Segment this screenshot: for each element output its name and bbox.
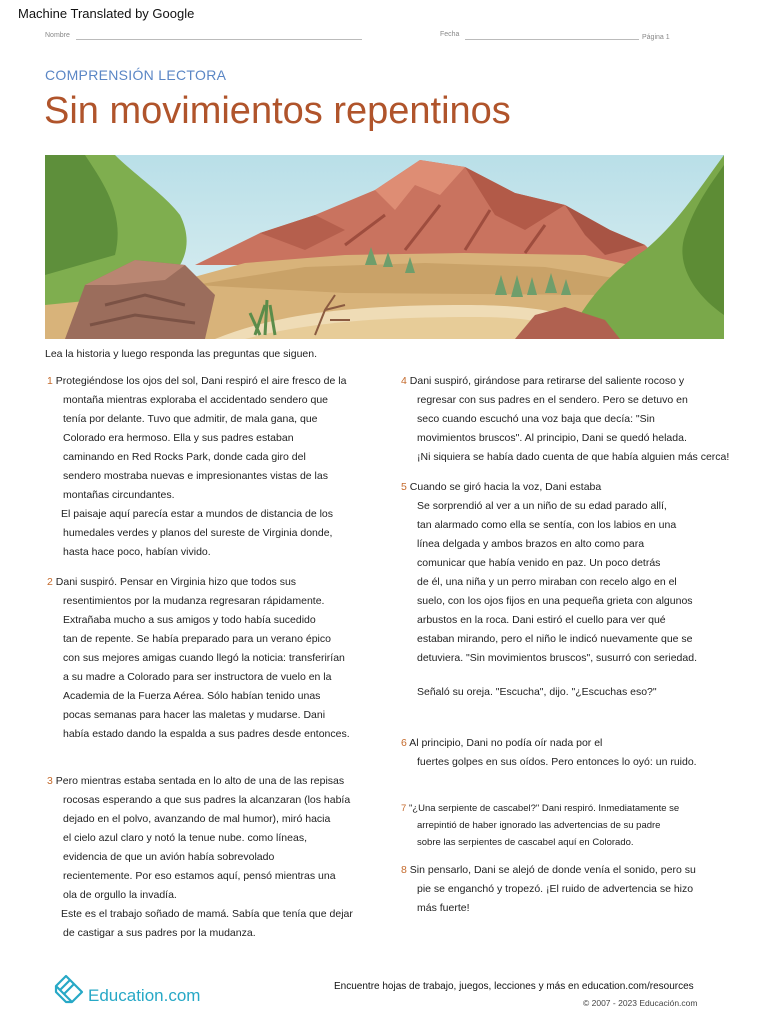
paragraph-line: estaban mirando, pero el niño le indicó nuevamente que se [417,633,693,645]
paragraph-line: movimientos bruscos". Al principio, Dani se quedó helada. [417,432,687,444]
paragraph-line: caminando en Red Rocks Park, donde cada giro del [63,451,306,463]
paragraph-line: el cielo azul claro y notó la tenue nube. como líneas, [63,832,307,844]
machine-translated-banner: Machine Translated by Google [18,6,195,21]
paragraph-line: Pero mientras estaba sentada en lo alto de una de las repisas [55,775,345,787]
paragraph-line: hasta hace poco, habían vivido. [63,546,211,558]
paragraph-line: comunicar que había venido en paz. Un poco detrás [417,557,661,569]
paragraph-number: 1 [47,375,53,387]
paragraph-7 [401,800,751,851]
date-label: Fecha [440,31,460,38]
paragraph-3 [47,772,377,943]
paragraph-line: regresar con sus padres en el sendero. Pero se detuvo en [417,394,688,406]
paragraph-line: evidencia de que un avión había sobrevolado [63,851,275,863]
paragraph-number: 5 [401,481,407,493]
paragraph-line: tan alarmado como ella se sentía, con los labios en una [417,519,677,531]
paragraph-line: rocosas esperando a que sus padres la alcanzaran (los había [63,794,351,806]
paragraph-line: tan de repente. Se había preparado para un verano épico [63,633,331,645]
paragraph-line: resentimientos por la mudanza regresaran rápidamente. [63,595,325,607]
section-kicker: COMPRENSIÓN LECTORA [45,67,227,83]
paragraph-line: dejado en el polvo, avanzando de mal humor), miró hacia [63,813,331,825]
paragraph-line: había estado dando la espalda a sus padres desde entonces. [63,728,350,740]
paragraph-line: Academia de la Fuerza Aérea. Sólo habían tenido unas [63,690,321,702]
paragraph-1 [47,372,377,562]
paragraph-line: "¿Una serpiente de cascabel?" Dani respiró. Inmediatamente se [408,803,680,814]
paragraph-line: recientemente. Por eso estamos aquí, pensó mientras una [63,870,336,882]
instructions: Lea la historia y luego responda las preguntas que siguen. [45,348,318,360]
paragraph-line: línea delgada y ambos brazos en alto como para [417,538,645,550]
brand-name: Education.com [88,986,201,1005]
paragraph-line: montañas circundantes. [63,489,175,501]
paragraph-line: ola de orgullo la invadía. [63,889,177,901]
mountain-landscape-illustration [45,155,724,339]
paragraph-line: Se sorprendió al ver a un niño de su edad parado allí, [417,500,667,512]
paragraph-line: de castigar a sus padres por la mudanza. [63,927,256,939]
paragraph-number: 8 [401,864,407,876]
right-column [401,372,751,918]
paragraph-line: Protegiéndose los ojos del sol, Dani respiró el aire fresco de la [55,375,347,387]
paragraph-line: Al principio, Dani no podía oír nada por el [409,737,603,749]
paragraph-line: suelo, con los ojos fijos en una pequeña grieta con algunos [417,595,693,607]
paragraph-line: sendero mostraba nuevas e impresionantes vistas de las [63,470,328,482]
paragraph-line: Dani suspiró. Pensar en Virginia hizo que todos sus [55,576,297,588]
name-label: Nombre [45,32,70,39]
paragraph-line: pocas semanas para hacer las maletas y mudarse. Dani [63,709,326,721]
paragraph-line: montaña mientras exploraba el accidentado sendero que [63,394,329,406]
paragraph-line: humedales verdes y planos del sureste de Virginia donde, [63,527,333,539]
page-title: Sin movimientos repentinos [44,90,511,132]
paragraph-line: Cuando se giró hacia la voz, Dani estaba [409,481,602,493]
paragraph-number: 3 [47,775,53,787]
education-logo-icon [52,972,86,1006]
paragraph-6 [401,734,751,772]
paragraph-4 [401,372,751,467]
paragraph-line: fuertes golpes en sus oídos. Pero entonces lo oyó: un ruido. [417,756,697,768]
paragraph-line: arbustos en la roca. Dani estiró el cuello para ver qué [417,614,666,626]
paragraph-line: El paisaje aquí parecía estar a mundos de distancia de los [61,508,334,520]
paragraph-line: de él, una niña y un perro miraban con recelo algo en el [417,576,677,588]
paragraph-number: 4 [401,375,407,387]
paragraph-line: pie se enganchó y tropezó. ¡El ruido de advertencia se hizo [417,883,694,895]
paragraph-line: arrepintió de haber ignorado las advertencias de su padre [417,820,661,831]
paragraph-line: tenía por delante. Tuvo que admitir, de mala gana, que [63,413,318,425]
paragraph-line: Colorado era hermoso. Ella y sus padres estaban [63,432,294,444]
paragraph-number: 7 [401,803,407,814]
paragraph-2 [47,573,377,744]
page-number: Página 1 [642,34,670,41]
paragraph-line: Dani suspiró, girándose para retirarse del saliente rocoso y [409,375,685,387]
paragraph-number: 2 [47,576,53,588]
paragraph-line: seco cuando escuchó una voz baja que decía: "Sin [417,413,655,425]
education-com-logo [52,972,212,1012]
paragraph-8 [401,861,751,918]
paragraph-line: Este es el trabajo soñado de mamá. Sabía que tenía que dejar [61,908,353,920]
paragraph-line: ¡Ni siquiera se había dado cuenta de que había alguien más cerca! [417,451,730,463]
paragraph-line: Extrañaba mucho a sus amigos y todo había sucedido [63,614,316,626]
left-column [47,372,377,943]
paragraph-line: detuviera. "Sin movimientos bruscos", susurró con seriedad. [417,652,697,664]
paragraph-line: a su madre a Colorado para ser instructora de vuelo en la [63,671,332,683]
paragraph-line: Sin pensarlo, Dani se alejó de donde venía el sonido, pero su [409,864,696,876]
paragraph-line: sobre las serpientes de cascabel aquí en Colorado. [417,837,634,848]
date-line [465,39,639,40]
paragraph-line: con sus mejores amigas cuando llegó la noticia: transferirían [63,652,345,664]
paragraph-number: 6 [401,737,407,749]
footer-copyright: © 2007 - 2023 Educación.com [583,998,698,1008]
paragraph-5 [401,478,751,702]
paragraph-line: más fuerte! [417,902,470,914]
footer-tagline: Encuentre hojas de trabajo, juegos, lecciones y más en education.com/resources [334,981,694,992]
name-line [76,39,362,40]
paragraph-line: Señaló su oreja. "Escucha", dijo. "¿Escuchas eso?" [417,686,657,698]
